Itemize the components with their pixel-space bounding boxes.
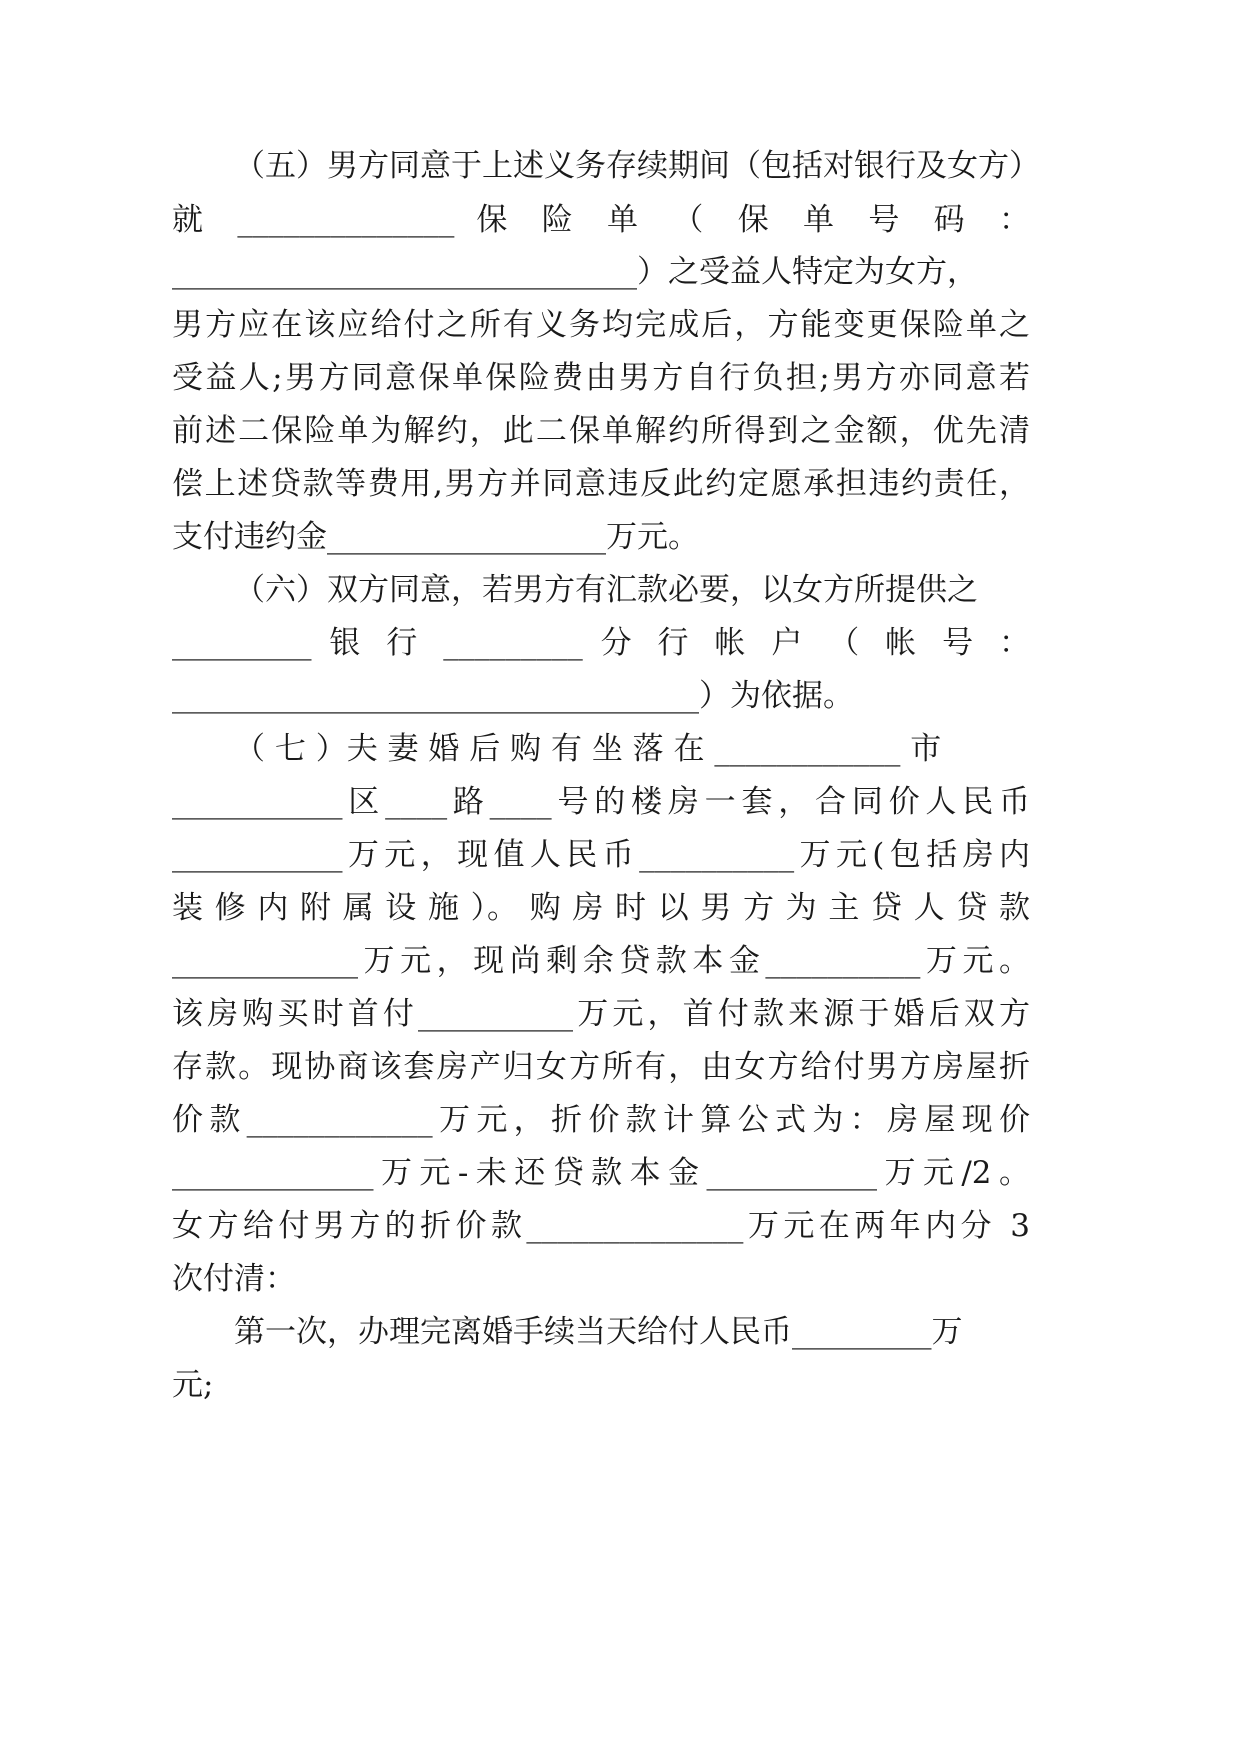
paragraph-5-line-5: 受益人;男方同意保单保险费由男方自行负担;男方亦同意若 [172,360,1030,396]
paragraph-5-line-3: ______________________________）之受益人特定为女方， [172,254,978,290]
paragraph-6-line-2: _________ 银 行 _________ 分 行 帐 户 （ 帐 号 ： [172,625,1030,661]
paragraph-5-line-1: （五）男方同意于上述义务存续期间（包括对银行及女方） [234,148,1040,184]
paragraph-7-line-6: 该房购买时首付__________万元，首付款来源于婚后双方 [172,996,1030,1032]
paragraph-6-line-3: __________________________________）为依据。 [172,678,854,714]
paragraph-7-line-9: _____________万元-未还贷款本金___________万元/2。 [172,1155,1030,1191]
paragraph-7-line-8: 价款____________万元，折价款计算公式为：房屋现价 [172,1102,1030,1138]
paragraph-7-line-10: 女方给付男方的折价款______________万元在两年内分 3 [172,1208,1030,1244]
paragraph-7-line-4: 装 修 内 附 属 设 施 ）。 购 房 时 以 男 方 为 主 贷 人 贷 款 [172,890,1030,926]
paragraph-5-line-2: 就 ______________ 保 险 单 （ 保 单 号 码 ： [172,202,1030,238]
paragraph-7-line-2: ___________区____路____号的楼房一套，合同价人民币 [172,784,1030,820]
paragraph-5-line-4: 男方应在该应给付之所有义务均完成后，方能变更保险单之 [172,307,1030,343]
payment-1-line-2: 元; [172,1367,214,1403]
paragraph-5-line-8: 支付违约金__________________万元。 [172,519,699,555]
paragraph-6-line-1: （六）双方同意，若男方有汇款必要，以女方所提供之 [234,572,978,608]
paragraph-7-line-11: 次付清： [172,1261,296,1297]
payment-1-line-1: 第一次，办理完离婚手续当天给付人民币_________万 [234,1314,963,1350]
paragraph-7-line-7: 存款。现协商该套房产归女方所有，由女方给付男方房屋折 [172,1049,1030,1085]
paragraph-7-line-3: ___________万元，现值人民币__________万元(包括房内 [172,837,1030,873]
paragraph-5-line-7: 偿上述贷款等费用,男方并同意违反此约定愿承担违约责任， [172,466,1030,502]
paragraph-7-line-5: ____________万元，现尚剩余贷款本金__________万元。 [172,943,1030,979]
paragraph-5-line-6: 前述二保险单为解约，此二保单解约所得到之金额，优先清 [172,413,1030,449]
paragraph-7-line-1: （ 七 ）夫 妻 婚 后 购 有 坐 落 在 ____________ 市 [234,731,942,767]
